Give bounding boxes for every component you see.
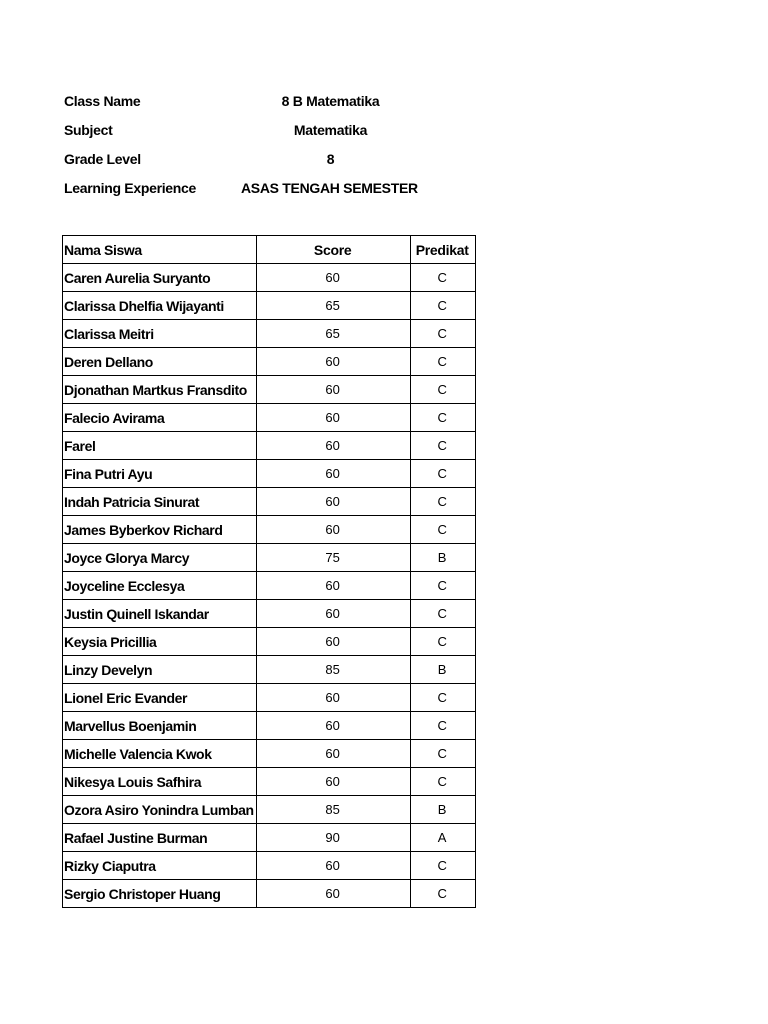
table-row — [63, 824, 476, 852]
student-name-cell: Djonathan Martkus Fransdito — [63, 376, 257, 404]
score-cell: 90 — [256, 824, 410, 852]
student-name-cell: Fina Putri Ayu — [63, 460, 257, 488]
table-row — [63, 880, 476, 908]
grades-table-body — [63, 264, 476, 908]
table-row — [63, 264, 476, 292]
student-name-cell: Joyce Glorya Marcy — [63, 544, 257, 572]
score-cell: 60 — [256, 460, 410, 488]
score-cell: 60 — [256, 768, 410, 796]
score-cell: 60 — [256, 516, 410, 544]
predikat-cell: C — [410, 516, 475, 544]
score-cell: 60 — [256, 628, 410, 656]
predikat-cell: C — [410, 432, 475, 460]
score-cell: 60 — [256, 432, 410, 460]
class-name-row — [64, 87, 464, 116]
table-row — [63, 348, 476, 376]
class-name-label: Class Name — [64, 93, 141, 109]
student-name-cell: Ozora Asiro Yonindra Lumban — [63, 796, 257, 824]
predikat-cell: C — [410, 600, 475, 628]
predikat-cell: C — [410, 740, 475, 768]
predikat-cell: C — [410, 264, 475, 292]
score-cell: 60 — [256, 712, 410, 740]
grades-table — [62, 235, 476, 908]
predikat-cell: C — [410, 572, 475, 600]
header-nama-siswa: Nama Siswa — [63, 236, 257, 264]
score-cell: 85 — [256, 796, 410, 824]
predikat-cell: C — [410, 684, 475, 712]
predikat-cell: C — [410, 320, 475, 348]
table-row — [63, 740, 476, 768]
table-header-row — [63, 236, 476, 264]
student-name-cell: Rafael Justine Burman — [63, 824, 257, 852]
student-name-cell: Nikesya Louis Safhira — [63, 768, 257, 796]
predikat-cell: C — [410, 460, 475, 488]
table-row — [63, 628, 476, 656]
score-cell: 60 — [256, 488, 410, 516]
predikat-cell: A — [410, 824, 475, 852]
table-row — [63, 600, 476, 628]
table-row — [63, 516, 476, 544]
table-row — [63, 656, 476, 684]
learning-experience-row — [64, 174, 464, 203]
score-cell: 60 — [256, 404, 410, 432]
class-name-value: 8 B Matematika — [281, 93, 380, 109]
subject-label: Subject — [64, 122, 113, 138]
score-cell: 65 — [256, 292, 410, 320]
student-name-cell: Deren Dellano — [63, 348, 257, 376]
table-row — [63, 404, 476, 432]
predikat-cell: C — [410, 376, 475, 404]
predikat-cell: C — [410, 348, 475, 376]
table-row — [63, 320, 476, 348]
student-name-cell: Caren Aurelia Suryanto — [63, 264, 257, 292]
table-row — [63, 852, 476, 880]
student-name-cell: Sergio Christoper Huang — [63, 880, 257, 908]
score-cell: 60 — [256, 684, 410, 712]
table-row — [63, 544, 476, 572]
predikat-cell: B — [410, 656, 475, 684]
predikat-cell: C — [410, 880, 475, 908]
table-row — [63, 292, 476, 320]
student-name-cell: Rizky Ciaputra — [63, 852, 257, 880]
score-cell: 60 — [256, 740, 410, 768]
score-cell: 60 — [256, 348, 410, 376]
predikat-cell: B — [410, 796, 475, 824]
student-name-cell: Marvellus Boenjamin — [63, 712, 257, 740]
score-cell: 60 — [256, 376, 410, 404]
score-cell: 85 — [256, 656, 410, 684]
student-name-cell: Lionel Eric Evander — [63, 684, 257, 712]
score-cell: 60 — [256, 572, 410, 600]
predikat-cell: C — [410, 488, 475, 516]
table-row — [63, 684, 476, 712]
table-row — [63, 488, 476, 516]
predikat-cell: B — [410, 544, 475, 572]
header-score: Score — [256, 236, 410, 264]
table-row — [63, 460, 476, 488]
student-name-cell: Clarissa Dhelfia Wijayanti — [63, 292, 257, 320]
student-name-cell: Falecio Avirama — [63, 404, 257, 432]
subject-row — [64, 116, 464, 145]
grade-level-label: Grade Level — [64, 151, 141, 167]
table-row — [63, 796, 476, 824]
score-cell: 60 — [256, 264, 410, 292]
score-cell: 75 — [256, 544, 410, 572]
score-cell: 60 — [256, 852, 410, 880]
grade-level-value: 8 — [326, 151, 335, 167]
predikat-cell: C — [410, 404, 475, 432]
student-name-cell: Justin Quinell Iskandar — [63, 600, 257, 628]
student-name-cell: Farel — [63, 432, 257, 460]
subject-value: Matematika — [293, 122, 368, 138]
predikat-cell: C — [410, 712, 475, 740]
table-row — [63, 712, 476, 740]
grade-level-row — [64, 145, 464, 174]
score-cell: 60 — [256, 880, 410, 908]
learning-experience-label: Learning Experience — [64, 180, 197, 196]
student-name-cell: Michelle Valencia Kwok — [63, 740, 257, 768]
student-name-cell: Indah Patricia Sinurat — [63, 488, 257, 516]
student-name-cell: Clarissa Meitri — [63, 320, 257, 348]
student-name-cell: James Byberkov Richard — [63, 516, 257, 544]
score-cell: 65 — [256, 320, 410, 348]
score-cell: 60 — [256, 600, 410, 628]
student-name-cell: Joyceline Ecclesya — [63, 572, 257, 600]
table-row — [63, 376, 476, 404]
predikat-cell: C — [410, 628, 475, 656]
student-name-cell: Keysia Pricillia — [63, 628, 257, 656]
student-name-cell: Linzy Develyn — [63, 656, 257, 684]
predikat-cell: C — [410, 292, 475, 320]
learning-experience-value-cell — [241, 174, 418, 203]
header-predikat: Predikat — [410, 236, 475, 264]
table-row — [63, 572, 476, 600]
table-row — [63, 768, 476, 796]
class-info-section — [64, 87, 464, 203]
table-row — [63, 432, 476, 460]
predikat-cell: C — [410, 768, 475, 796]
predikat-cell: C — [410, 852, 475, 880]
learning-experience-value: ASAS TENGAH SEMESTER — [241, 180, 418, 196]
